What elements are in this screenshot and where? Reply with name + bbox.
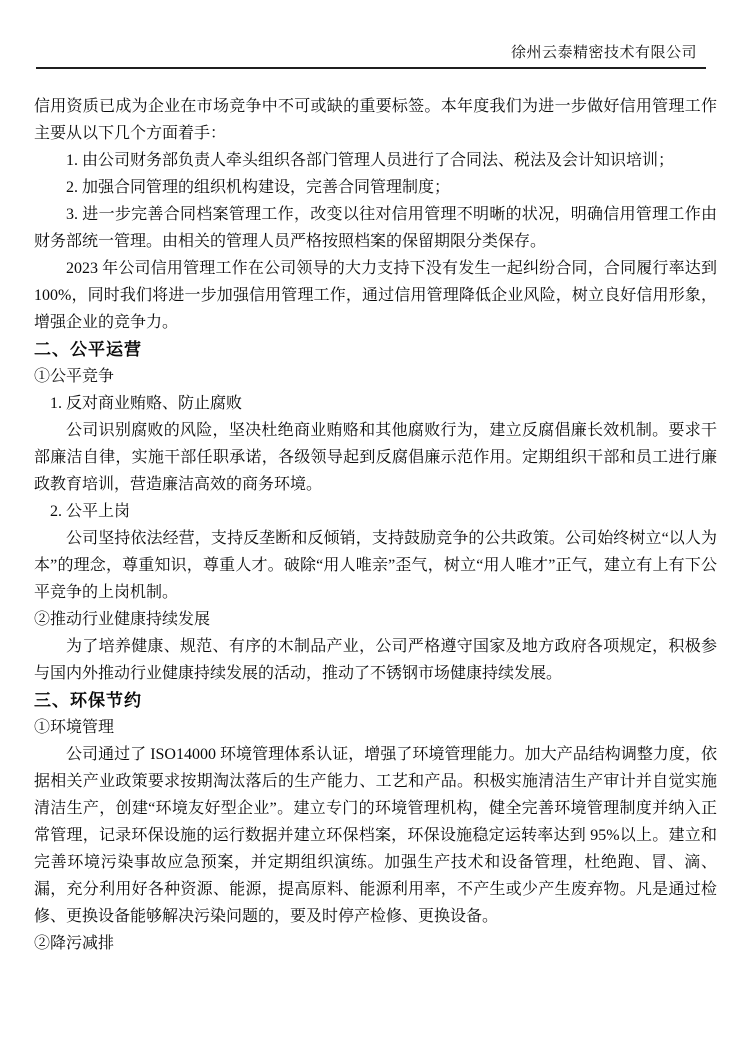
section-heading: 三、环保节约 — [34, 691, 142, 710]
document-body — [34, 93, 717, 957]
subsection-label: ①公平竞争 — [34, 368, 115, 385]
subsection-label: ②推动行业健康持续发展 — [34, 611, 211, 628]
paragraph: 公司坚持依法经营，支持反垄断和反倾销，支持鼓励竞争的公共政策。公司始终树立“以人为本”的理念，尊重知识，尊重人才。破除“用人唯亲”歪气，树立“用人唯才”正气，建立有上有下公平竞争的上岗机制。 — [34, 530, 717, 601]
paragraph: 公司识别腐败的风险，坚决杜绝商业贿赂和其他腐败行为，建立反腐倡廉长效机制。要求干部廉洁自律，实施干部任职承诺，各级领导起到反腐倡廉示范作用。定期组织干部和员工进行廉政教育培训，营造廉洁高效的商务环境。 — [34, 422, 717, 493]
subsection-label: ②降污减排 — [34, 935, 115, 952]
list-item: 3. 进一步完善合同档案管理工作，改变以往对信用管理不明晰的状况，明确信用管理工作由财务部统一管理。由相关的管理人员严格按照档案的保留期限分类保存。 — [34, 206, 717, 250]
header-company-name: 徐州云泰精密技术有限公司 — [510, 45, 697, 61]
list-item: 2. 公平上岗 — [50, 503, 131, 520]
paragraph: 信用资质已成为企业在市场竞争中不可或缺的重要标签。本年度我们为进一步做好信用管理工作主要从以下几个方面着手： — [34, 98, 717, 142]
subsection-label: ①环境管理 — [34, 719, 115, 736]
list-item: 2. 加强合同管理的组织机构建设，完善合同管理制度； — [66, 179, 451, 196]
paragraph: 公司通过了 ISO14000 环境管理体系认证，增强了环境管理能力。加大产品结构调整力度，依据相关产业政策要求按期淘汰落后的生产能力、工艺和产品。积极实施清洁生产审计并自觉实施清洁生产，创建“环境友好型企业”。建立专门的环境管理机构，健全完善环境管理制度并纳入正常管理，记录环保设施的运行数据并建立环保档案，环保设施稳定运转率达到 95%以上。建立和完善环境污染事故应急预案，并定期组织演练。加强生产技术和设备管理，杜绝跑、冒、滴、漏，充分利用好各种资源、能源，提高原料、能源利用率，不产生或少产生废弃物。凡是通过检修、更换设备能够解决污染问题的，要及时停产检修、更换设备。 — [34, 746, 717, 925]
list-item: 1. 反对商业贿赂、防止腐败 — [50, 395, 243, 412]
section-heading: 二、公平运营 — [34, 340, 142, 359]
paragraph: 为了培养健康、规范、有序的木制品产业，公司严格遵守国家及地方政府各项规定，积极参与国内外推动行业健康持续发展的活动，推动了不锈钢市场健康持续发展。 — [34, 638, 717, 682]
page-header — [34, 44, 717, 69]
header-rule — [36, 67, 706, 69]
list-item: 1. 由公司财务部负责人牵头组织各部门管理人员进行了合同法、税法及会计知识培训； — [66, 152, 675, 169]
paragraph: 2023 年公司信用管理工作在公司领导的大力支持下没有发生一起纠纷合同，合同履行率达到 100%，同时我们将进一步加强信用管理工作，通过信用管理降低企业风险，树立良好信用形象，增强企业的竞争力。 — [34, 260, 717, 331]
